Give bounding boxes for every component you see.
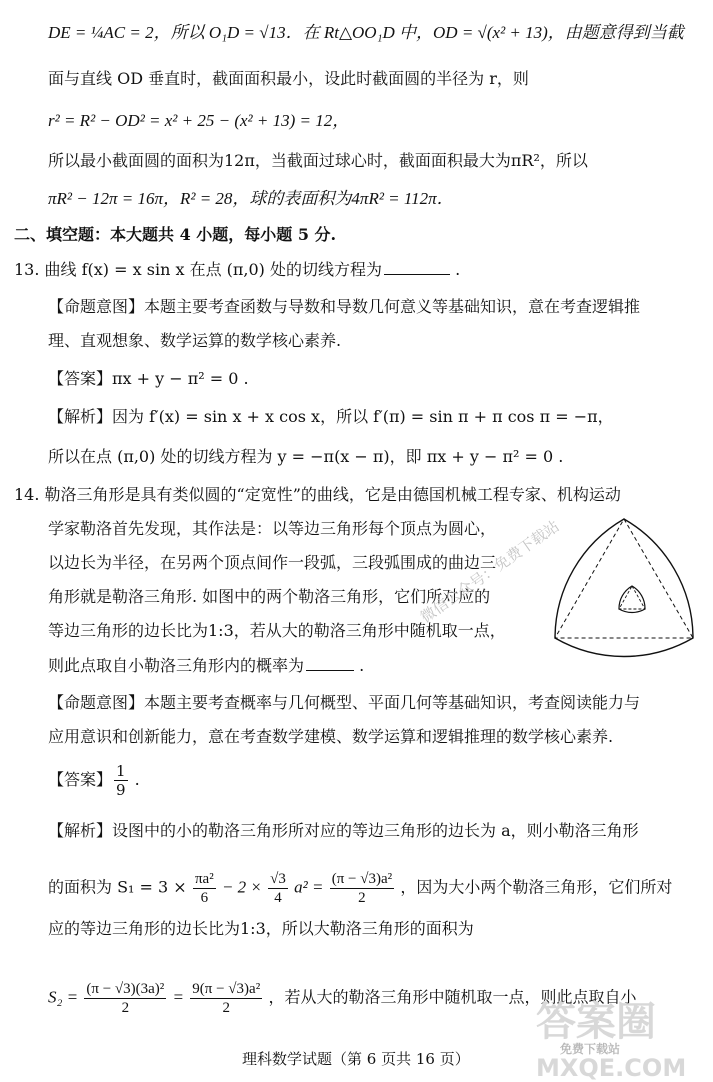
logo-sub: 免费下载站 xyxy=(560,1042,621,1056)
small-reuleaux xyxy=(619,586,645,612)
large-triangle xyxy=(555,519,693,638)
q13-answer: 【答案】πx + y − π² = 0 . xyxy=(48,369,249,388)
prev-line-3: r² = R² − OD² = x² + 25 − (x² + 13) = 12， xyxy=(48,111,350,130)
section-heading: 二、填空题：本大题共 4 小题，每小题 5 分. xyxy=(14,225,337,244)
q14-intent-2: 应用意识和创新能力，意在考查数学建模、数学运算和逻辑推理的数学核心素养. xyxy=(48,727,614,746)
q13-solution-2: 所以在点 (π,0) 处的切线方程为 y = −π(x − π)，即 πx + y − π² = 0 . xyxy=(48,447,564,466)
q13-stem: 13. 曲线 f(x) = x sin x 在点 (π,0) 处的切线方程为 . xyxy=(14,260,461,279)
q14-line-1: 14. 勒洛三角形是具有类似圆的“定宽性”的曲线，它是由德国机械工程专家、机构运动 xyxy=(14,485,621,504)
q14-line-3: 以边长为半径，在另两个顶点间作一段弧，三段弧围成的曲边三 xyxy=(48,553,497,572)
logo-cn: 答案圈 xyxy=(536,999,656,1045)
q14-solution-4: S₂ = $\frac{\text{(π − √3)(3a)²}}{2}$ = $\frac{\text{9(π − √3)a²}}{2}$ ，若从大的勒洛三角形中随机取一点，则此点取自小 xyxy=(48,981,637,1016)
q14-line-6: 则此点取自小勒洛三角形内的概率为 . xyxy=(48,656,365,675)
page-footer: 理科数学试题（第 6 页共 16 页） xyxy=(242,1050,470,1068)
prev-line-4: 所以最小截面圆的面积为12π，当截面过球心时，截面面积最大为πR²，所以 xyxy=(48,151,588,170)
q13-intent-2: 理、直观想象、数学运算的数学核心素养. xyxy=(48,331,342,350)
q14-solution-1: 【解析】设图中的小的勒洛三角形所对应的等边三角形的边长为 a，则小勒洛三角形 xyxy=(48,821,639,840)
q14-solution-3: 应的等边三角形的边长比为1:3，所以大勒洛三角形的面积为 xyxy=(48,919,474,938)
q14-solution-2: 的面积为 S₁ = 3 × $\frac{\text{πa²}}{6}$ − 2 × $\frac{√3}{4}$ a² = $\frac{\text{(π − √3)a²}}{2}$ ，因为大小两个勒洛三角形，它们所对 xyxy=(48,871,673,906)
prev-line-5: πR² − 12π = 16π，R² = 28，球的表面积为4πR² = 112π． xyxy=(48,189,454,208)
prev-line-1: DE = ¼AC = 2，所以 O₁D = √13．在 Rt△OO₁D 中，OD = √(x² + 13)，由题意得到当截 xyxy=(48,23,684,42)
answer-numerator: 1 xyxy=(116,762,126,780)
large-reuleaux xyxy=(555,519,693,656)
reuleaux-triangle-figure xyxy=(544,514,704,674)
logo-en: MXQE.COM xyxy=(536,1054,687,1082)
q14-line-5: 等边三角形的边长比为1:3，若从大的勒洛三角形中随机取一点， xyxy=(48,621,506,640)
q13-solution-1: 【解析】因为 f′(x) = sin x + x cos x，所以 f′(π) = sin π + π cos π = −π， xyxy=(48,407,614,426)
answer-denominator: 9 xyxy=(116,781,126,799)
small-triangle xyxy=(619,586,645,609)
q14-intent-1: 【命题意图】本题主要考查概率与几何概型、平面几何等基础知识，考查阅读能力与 xyxy=(48,693,641,712)
q14-line-4: 角形就是勒洛三角形. 如图中的两个勒洛三角形，它们所对应的 xyxy=(48,587,491,606)
watermark-text: 微信公众号：免费下载站 xyxy=(417,516,563,627)
q13-intent-1: 【命题意图】本题主要考查函数与导数和导数几何意义等基础知识，意在考查逻辑推 xyxy=(48,297,641,316)
prev-line-2: 面与直线 OD 垂直时，截面面积最小，设此时截面圆的半径为 r，则 xyxy=(48,69,529,88)
q14-answer: 【答案】 $\frac{1}{9}$ . xyxy=(48,762,140,799)
q14-line-2: 学家勒洛首先发现，其作法是：以等边三角形每个顶点为圆心， xyxy=(48,519,497,538)
